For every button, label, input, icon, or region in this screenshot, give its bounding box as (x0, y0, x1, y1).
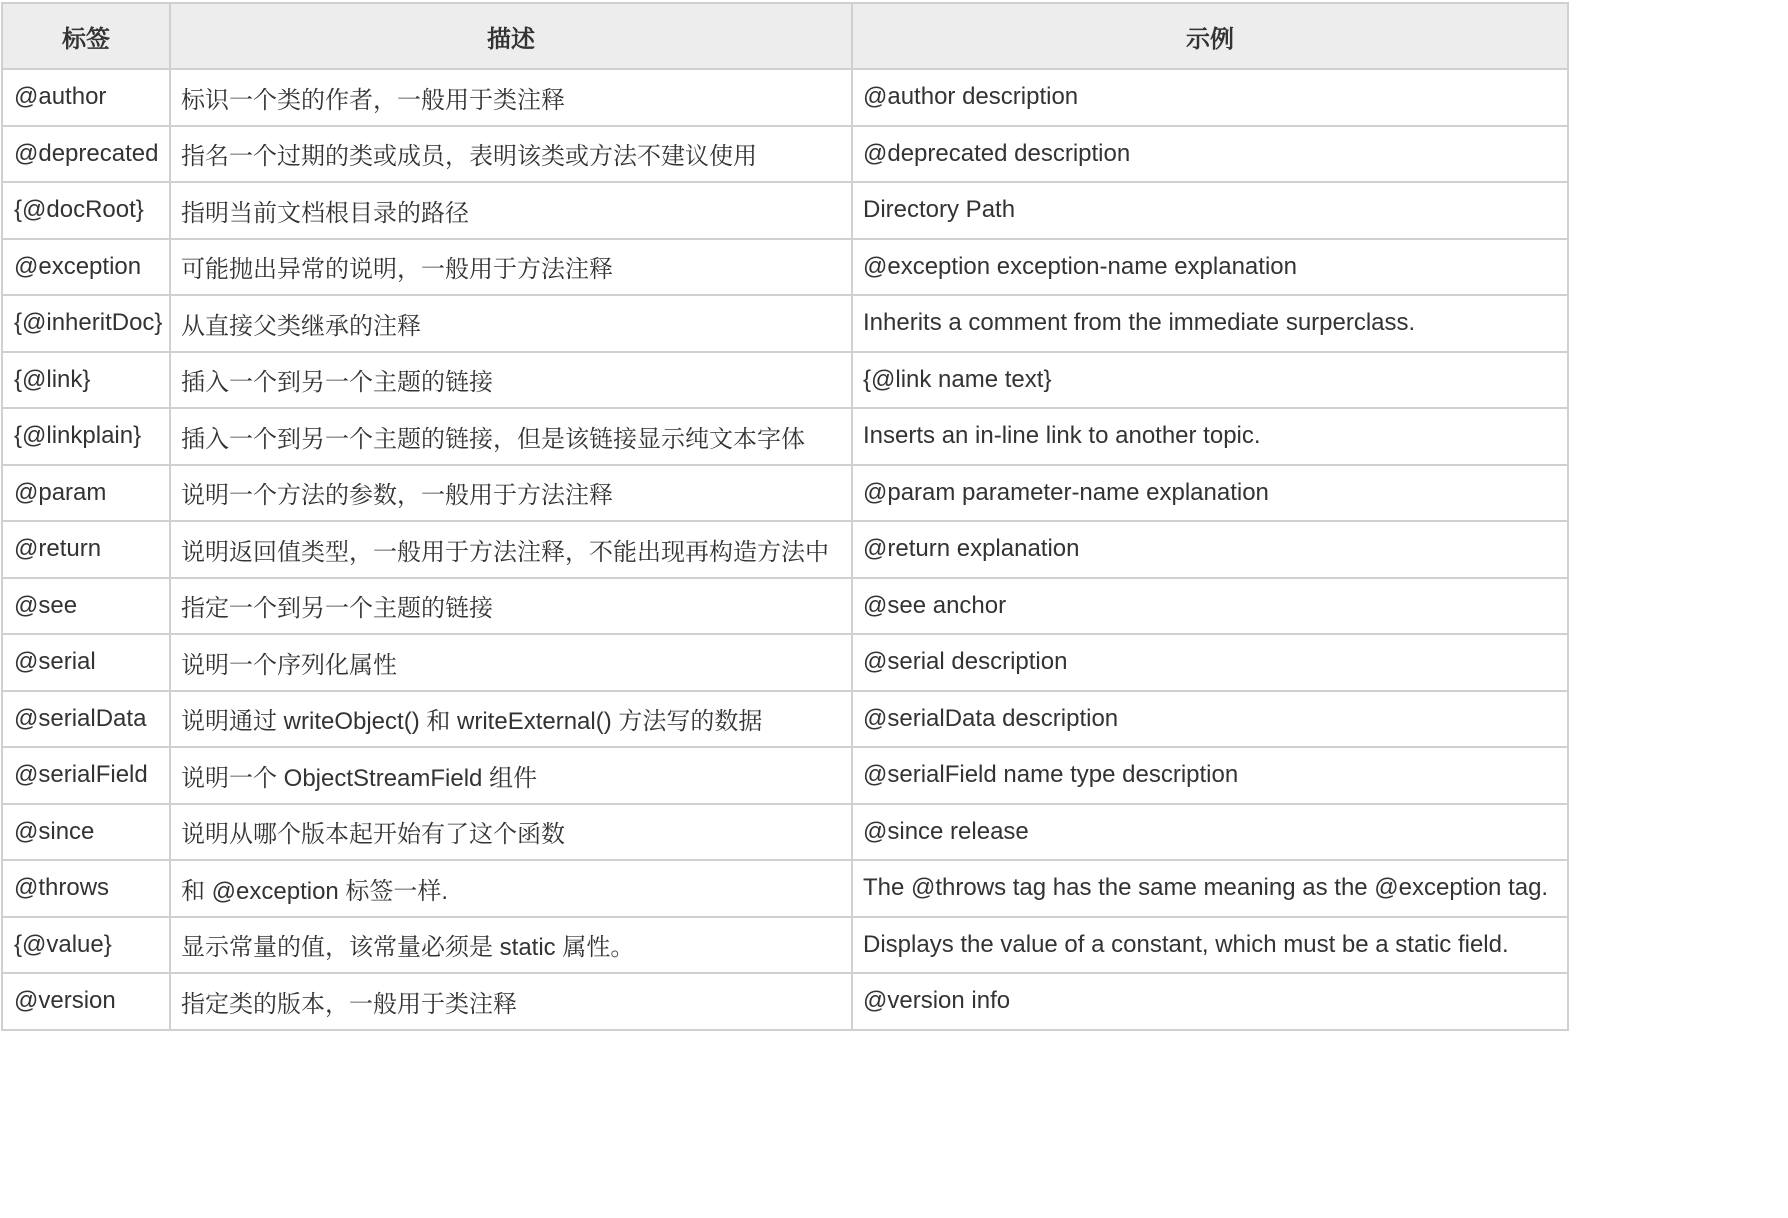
table-row (2, 917, 1568, 974)
table-row (2, 578, 1568, 635)
cell-description: 说明返回值类型，一般用于方法注释，不能出现再构造方法中 (170, 521, 852, 578)
cell-example: @serial description (852, 634, 1568, 691)
cell-example: @since release (852, 804, 1568, 861)
cell-example: The @throws tag has the same meaning as the @exception tag. (852, 860, 1568, 917)
cell-description: 说明一个序列化属性 (170, 634, 852, 691)
cell-example: @deprecated description (852, 126, 1568, 183)
cell-tag: {@link} (2, 352, 170, 409)
cell-example: @author description (852, 69, 1568, 126)
cell-description: 插入一个到另一个主题的链接 (170, 352, 852, 409)
cell-example: @param parameter-name explanation (852, 465, 1568, 522)
cell-example: Directory Path (852, 182, 1568, 239)
cell-description: 说明从哪个版本起开始有了这个函数 (170, 804, 852, 861)
cell-tag: @serial (2, 634, 170, 691)
table-row (2, 747, 1568, 804)
cell-description: 插入一个到另一个主题的链接，但是该链接显示纯文本字体 (170, 408, 852, 465)
cell-tag: @author (2, 69, 170, 126)
cell-tag: @param (2, 465, 170, 522)
cell-description: 说明一个 ObjectStreamField 组件 (170, 747, 852, 804)
table-row (2, 408, 1568, 465)
javadoc-tags-table (1, 2, 1569, 1031)
cell-tag: @serialField (2, 747, 170, 804)
table-row (2, 634, 1568, 691)
cell-example: Inherits a comment from the immediate surperclass. (852, 295, 1568, 352)
table-row (2, 465, 1568, 522)
cell-description: 从直接父类继承的注释 (170, 295, 852, 352)
cell-example: {@link name text} (852, 352, 1568, 409)
table-row (2, 182, 1568, 239)
cell-tag: @return (2, 521, 170, 578)
cell-description: 和 @exception 标签一样. (170, 860, 852, 917)
cell-tag: {@value} (2, 917, 170, 974)
cell-description: 指明当前文档根目录的路径 (170, 182, 852, 239)
table-row (2, 295, 1568, 352)
cell-example: @exception exception-name explanation (852, 239, 1568, 296)
header-tag: 标签 (2, 3, 170, 69)
table-row (2, 860, 1568, 917)
cell-description: 标识一个类的作者，一般用于类注释 (170, 69, 852, 126)
cell-tag: @throws (2, 860, 170, 917)
header-description: 描述 (170, 3, 852, 69)
cell-tag: @see (2, 578, 170, 635)
table-row (2, 804, 1568, 861)
cell-description: 说明通过 writeObject() 和 writeExternal() 方法写的数据 (170, 691, 852, 748)
cell-description: 可能抛出异常的说明，一般用于方法注释 (170, 239, 852, 296)
cell-example: @version info (852, 973, 1568, 1030)
cell-example: @return explanation (852, 521, 1568, 578)
table-row (2, 521, 1568, 578)
cell-tag: {@docRoot} (2, 182, 170, 239)
cell-example: Inserts an in-line link to another topic. (852, 408, 1568, 465)
cell-description: 指定一个到另一个主题的链接 (170, 578, 852, 635)
table-row (2, 126, 1568, 183)
table-row (2, 69, 1568, 126)
cell-tag: @deprecated (2, 126, 170, 183)
table-row (2, 691, 1568, 748)
cell-example: @serialData description (852, 691, 1568, 748)
cell-example: @serialField name type description (852, 747, 1568, 804)
cell-description: 指定类的版本，一般用于类注释 (170, 973, 852, 1030)
table-header-row (2, 3, 1568, 69)
table-row (2, 352, 1568, 409)
table-row (2, 239, 1568, 296)
cell-description: 说明一个方法的参数，一般用于方法注释 (170, 465, 852, 522)
cell-example: Displays the value of a constant, which must be a static field. (852, 917, 1568, 974)
cell-example: @see anchor (852, 578, 1568, 635)
cell-description: 显示常量的值，该常量必须是 static 属性。 (170, 917, 852, 974)
cell-description: 指名一个过期的类或成员，表明该类或方法不建议使用 (170, 126, 852, 183)
cell-tag: @serialData (2, 691, 170, 748)
header-example: 示例 (852, 3, 1568, 69)
cell-tag: {@linkplain} (2, 408, 170, 465)
cell-tag: @version (2, 973, 170, 1030)
cell-tag: @exception (2, 239, 170, 296)
cell-tag: @since (2, 804, 170, 861)
cell-tag: {@inheritDoc} (2, 295, 170, 352)
table-body (2, 69, 1568, 1030)
table-row (2, 973, 1568, 1030)
